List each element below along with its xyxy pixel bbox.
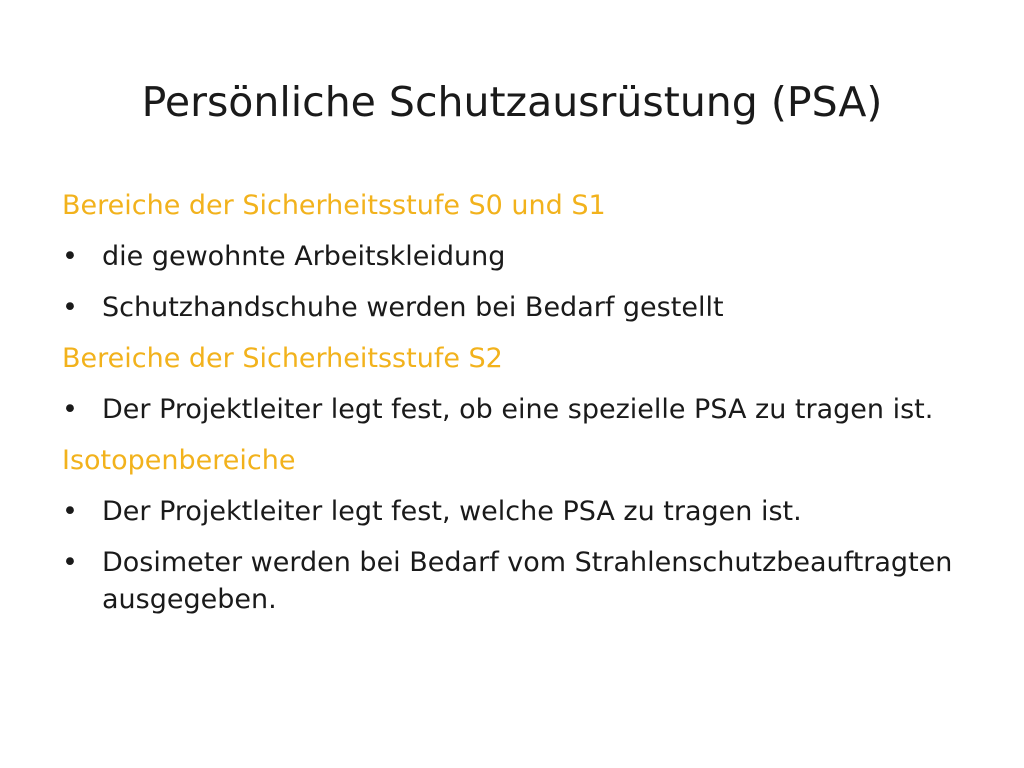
bullet-icon: • xyxy=(62,547,78,578)
bullet-item xyxy=(62,284,962,332)
bullet-icon: • xyxy=(62,394,78,425)
section-heading: Isotopenbereiche xyxy=(62,445,296,476)
bullet-item xyxy=(62,233,962,281)
bullet-item xyxy=(62,539,962,624)
section-s0-s1 xyxy=(62,182,962,332)
section-s2 xyxy=(62,335,962,434)
section-isotopes xyxy=(62,437,962,624)
bullet-icon: • xyxy=(62,241,78,272)
bullet-icon: • xyxy=(62,292,78,323)
bullet-icon: • xyxy=(62,496,78,527)
bullet-text: Der Projektleiter legt fest, welche PSA zu tragen ist. xyxy=(102,496,802,527)
bullet-text: Dosimeter werden bei Bedarf vom Strahlenschutzbeauftragten ausgegeben. xyxy=(102,547,953,615)
section-heading: Bereiche der Sicherheitsstufe S2 xyxy=(62,343,503,374)
bullet-text: Der Projektleiter legt fest, ob eine spezielle PSA zu tragen ist. xyxy=(102,394,934,425)
bullet-text: die gewohnte Arbeitskleidung xyxy=(102,241,506,272)
section-heading: Bereiche der Sicherheitsstufe S0 und S1 xyxy=(62,190,606,221)
bullet-text: Schutzhandschuhe werden bei Bedarf gestellt xyxy=(102,292,724,323)
bullet-item xyxy=(62,386,962,434)
slide-title: Persönliche Schutzausrüstung (PSA) xyxy=(141,78,883,126)
bullet-item xyxy=(62,488,962,536)
slide-body xyxy=(62,182,962,627)
